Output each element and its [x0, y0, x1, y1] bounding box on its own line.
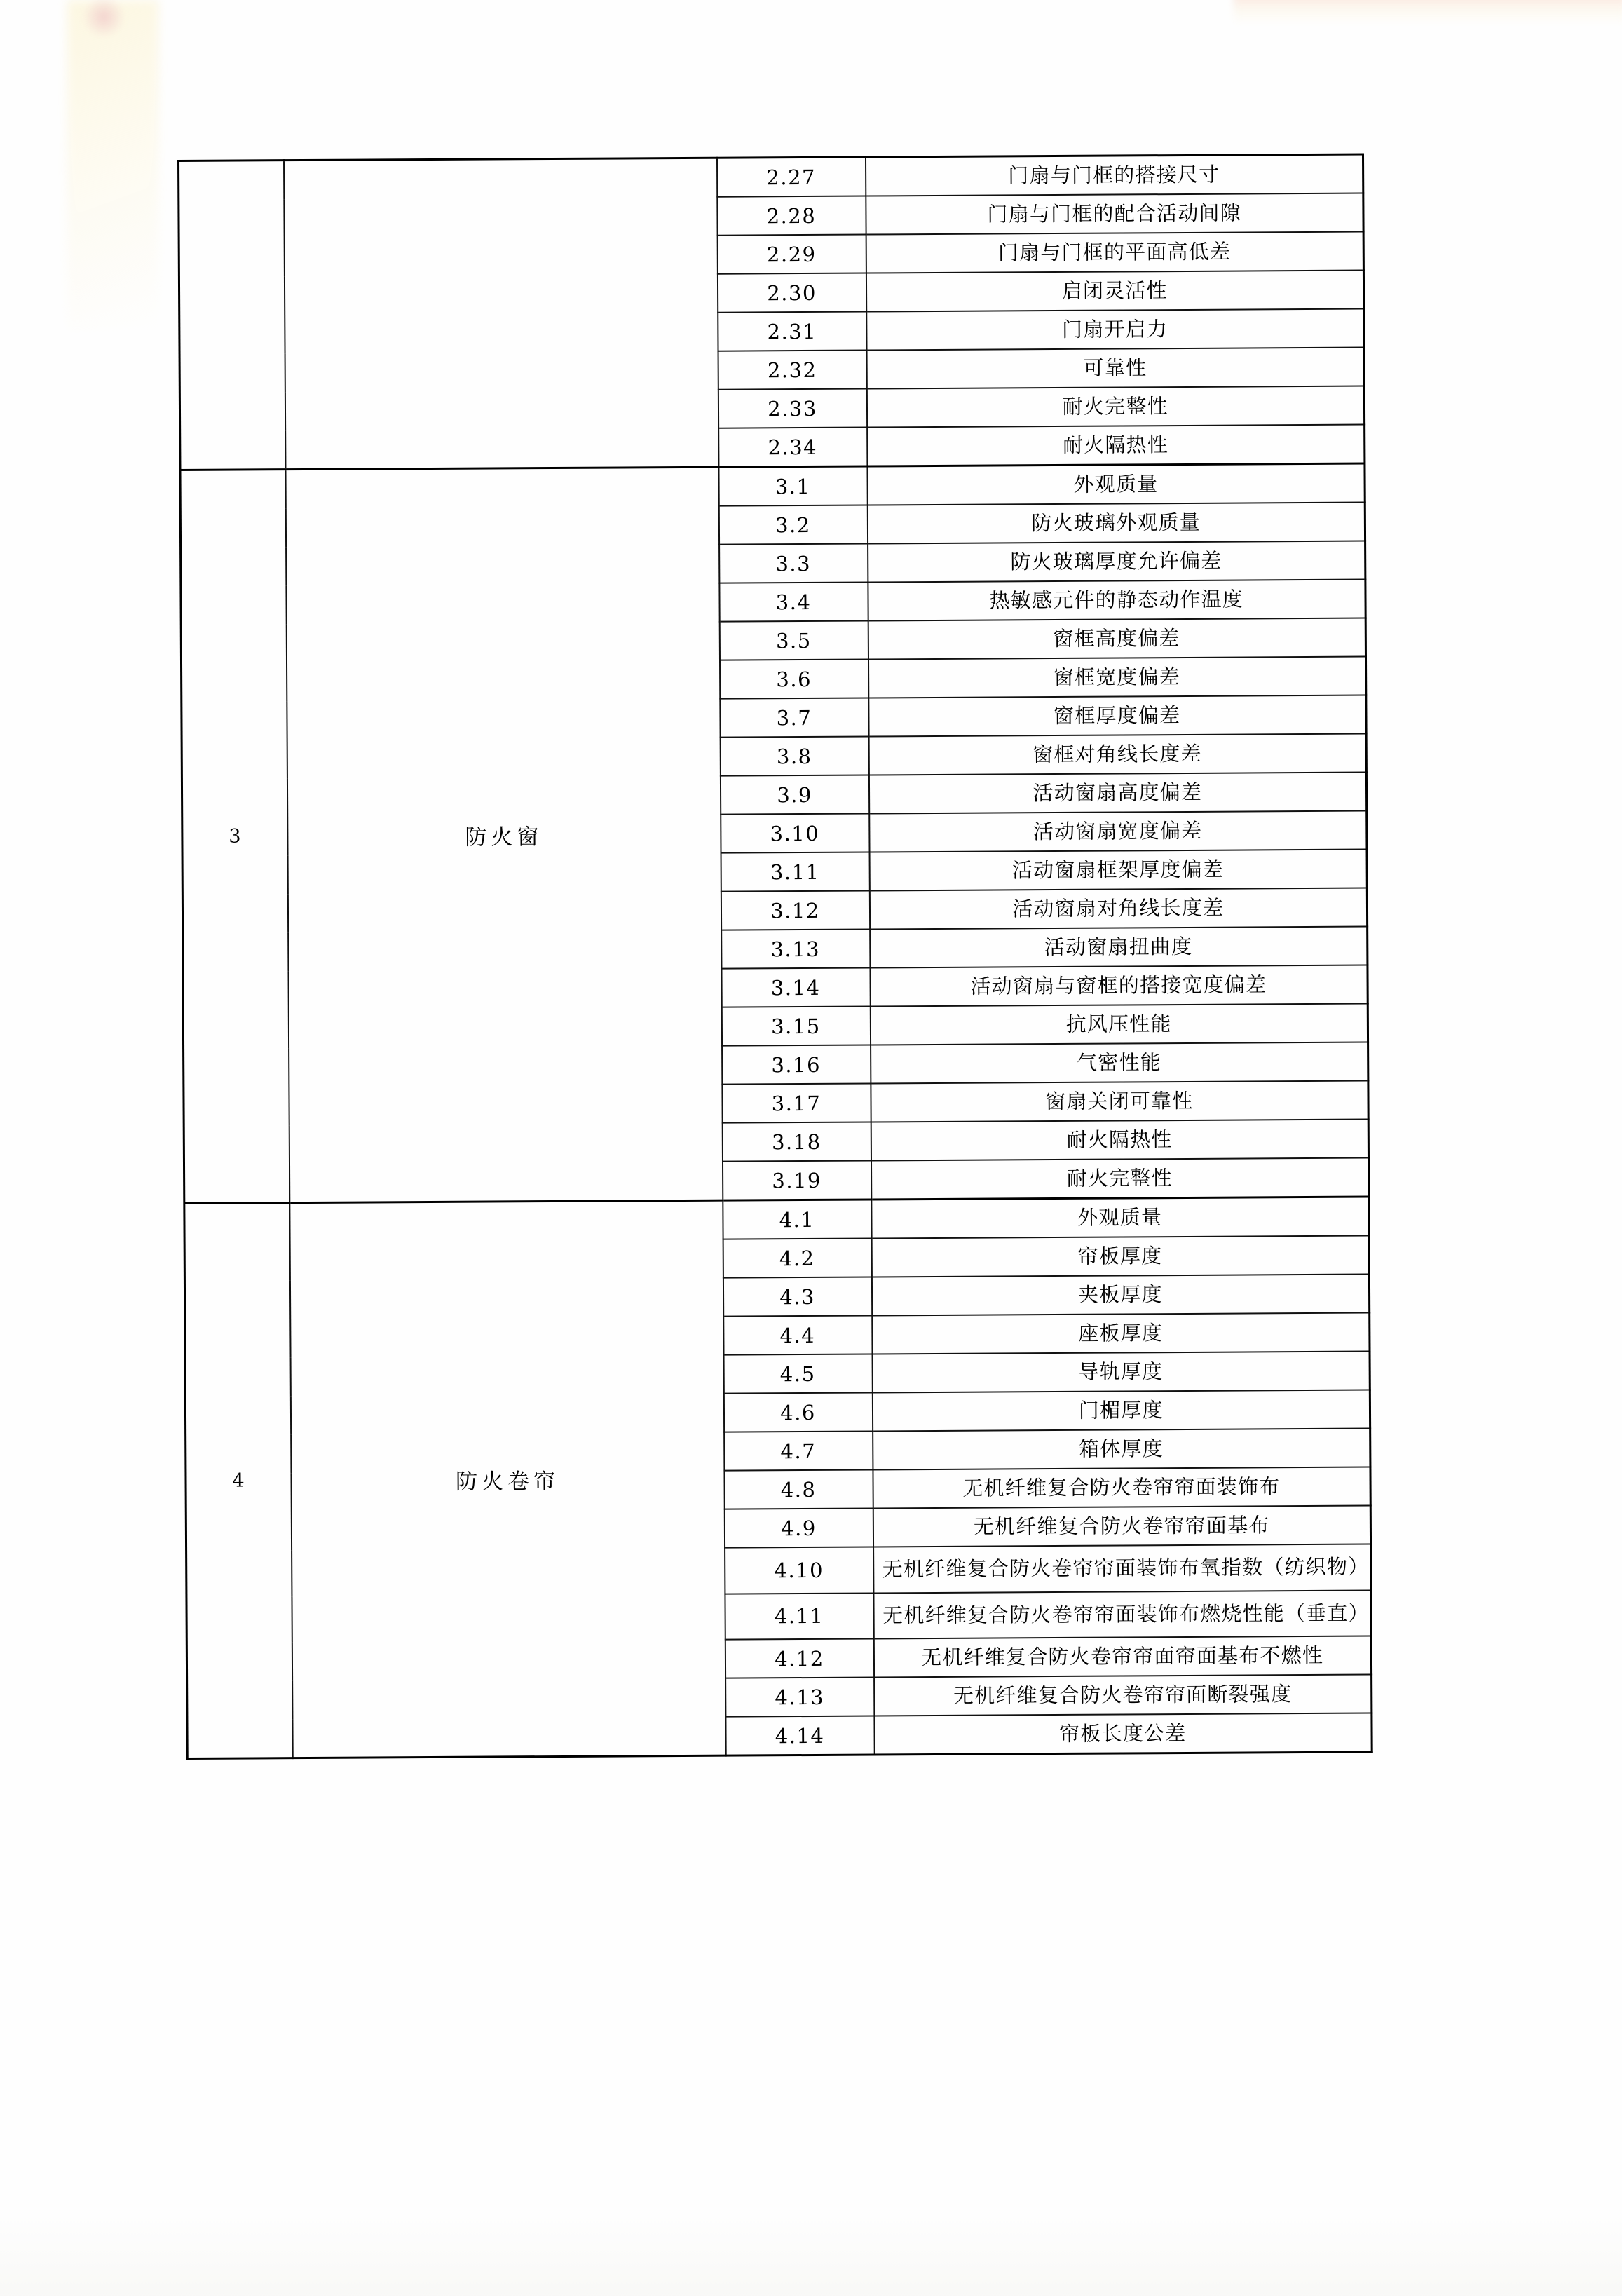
table-row [180, 463, 1365, 509]
item-name-cell: 耐火完整性 [871, 1158, 1368, 1200]
item-name-cell: 门扇与门框的搭接尺寸 [865, 154, 1363, 196]
item-name-cell: 外观质量 [867, 463, 1365, 505]
item-index-cell: 4.4 [723, 1315, 872, 1354]
item-index-cell: 2.32 [718, 351, 866, 390]
item-name-cell: 活动窗扇对角线长度差 [869, 888, 1367, 930]
scan-artifact-top-edge [1234, 0, 1622, 25]
item-name-cell: 防火玻璃外观质量 [867, 503, 1365, 544]
item-index-cell: 2.31 [718, 312, 866, 351]
item-name-cell: 无机纤维复合防火卷帘帘面装饰布燃烧性能（垂直） [873, 1590, 1371, 1638]
item-index-cell: 3.19 [722, 1160, 871, 1200]
item-index-cell: 3.12 [721, 891, 869, 930]
item-name-cell: 外观质量 [871, 1197, 1369, 1238]
item-index-cell: 3.8 [720, 737, 868, 776]
scan-artifact-bottom-edge [0, 2212, 1622, 2296]
item-name-cell: 防火玻璃厚度允许偏差 [868, 541, 1365, 583]
item-index-cell: 4.13 [725, 1677, 874, 1716]
item-index-cell: 3.9 [720, 775, 868, 815]
item-name-cell: 活动窗扇与窗框的搭接宽度偏差 [870, 965, 1368, 1007]
item-index-cell: 4.5 [723, 1354, 872, 1393]
item-name-cell: 活动窗扇宽度偏差 [869, 811, 1367, 852]
item-name-cell: 气密性能 [871, 1042, 1368, 1084]
inspection-item-table-wrapper [177, 154, 1371, 1760]
item-index-cell: 3.7 [720, 698, 868, 738]
item-index-cell: 3.17 [722, 1083, 871, 1122]
item-index-cell: 3.18 [722, 1122, 871, 1161]
item-name-cell: 门扇与门框的平面高低差 [866, 232, 1363, 273]
item-index-cell: 3.2 [718, 505, 867, 545]
item-index-cell: 3.3 [719, 544, 868, 583]
item-name-cell: 抗风压性能 [870, 1004, 1368, 1045]
item-index-cell: 4.10 [725, 1547, 873, 1594]
item-name-cell: 无机纤维复合防火卷帘帘面断裂强度 [874, 1675, 1372, 1716]
table-row [179, 154, 1363, 200]
item-name-cell: 耐火完整性 [866, 386, 1364, 428]
item-index-cell: 3.4 [719, 583, 868, 622]
item-name-cell: 箱体厚度 [873, 1429, 1370, 1470]
item-name-cell: 可靠性 [866, 348, 1364, 389]
item-name-cell: 座板厚度 [872, 1313, 1370, 1354]
category-name-cell: 防火卷帘 [289, 1200, 725, 1758]
item-index-cell: 4.2 [723, 1238, 871, 1277]
item-index-cell: 3.10 [721, 814, 869, 853]
item-index-cell: 2.34 [718, 428, 867, 468]
item-index-cell: 2.30 [717, 273, 866, 313]
item-index-cell: 4.7 [724, 1431, 873, 1470]
item-name-cell: 窗扇关闭可靠性 [871, 1081, 1368, 1122]
item-index-cell: 3.6 [719, 660, 868, 699]
item-index-cell: 4.1 [723, 1200, 871, 1239]
item-index-cell: 3.11 [721, 852, 869, 892]
item-name-cell: 无机纤维复合防火卷帘帘面帘面基布不燃性 [873, 1636, 1371, 1678]
item-name-cell: 门扇开启力 [866, 309, 1364, 351]
item-index-cell: 2.29 [717, 235, 866, 274]
item-name-cell: 耐火隔热性 [871, 1120, 1368, 1161]
item-name-cell: 窗框宽度偏差 [868, 657, 1365, 698]
item-index-cell: 4.12 [725, 1638, 873, 1678]
item-name-cell: 启闭灵活性 [866, 271, 1363, 312]
item-index-cell: 4.14 [725, 1716, 874, 1755]
category-number-cell [179, 161, 285, 470]
item-name-cell: 活动窗扇框架厚度偏差 [869, 850, 1367, 891]
table-body [179, 154, 1372, 1758]
item-name-cell: 门楣厚度 [872, 1390, 1370, 1432]
item-name-cell: 活动窗扇高度偏差 [868, 773, 1366, 814]
item-index-cell: 3.13 [721, 930, 870, 969]
item-name-cell: 窗框厚度偏差 [868, 695, 1366, 737]
table-row [184, 1197, 1369, 1242]
item-index-cell: 4.3 [723, 1277, 871, 1316]
item-index-cell: 3.16 [722, 1045, 871, 1084]
category-number-cell: 3 [180, 470, 289, 1204]
item-name-cell: 无机纤维复合防火卷帘帘面装饰布 [873, 1467, 1370, 1509]
item-index-cell: 2.28 [717, 196, 866, 236]
item-name-cell: 耐火隔热性 [867, 425, 1365, 466]
item-name-cell: 门扇与门框的配合活动间隙 [866, 193, 1363, 235]
item-index-cell: 4.8 [724, 1469, 873, 1509]
inspection-item-table [177, 154, 1373, 1760]
item-index-cell: 2.33 [718, 389, 866, 428]
item-name-cell: 帘板厚度 [871, 1236, 1369, 1277]
category-name-cell: 防火窗 [285, 467, 723, 1202]
item-name-cell: 夹板厚度 [871, 1275, 1369, 1316]
item-name-cell: 帘板长度公差 [874, 1713, 1372, 1755]
item-index-cell: 4.11 [725, 1593, 873, 1640]
category-number-cell: 4 [184, 1203, 292, 1759]
item-index-cell: 3.1 [718, 466, 867, 506]
item-name-cell: 窗框对角线长度差 [868, 734, 1366, 775]
item-name-cell: 导轨厚度 [872, 1352, 1370, 1393]
scan-artifact-left-spot [83, 0, 125, 38]
category-name-cell [284, 158, 718, 469]
item-index-cell: 3.5 [719, 621, 868, 660]
item-index-cell: 2.27 [716, 157, 865, 197]
item-name-cell: 无机纤维复合防火卷帘帘面基布 [873, 1506, 1370, 1547]
item-index-cell: 3.15 [721, 1006, 870, 1045]
item-index-cell: 3.14 [721, 968, 870, 1007]
item-index-cell: 4.9 [724, 1508, 873, 1547]
item-name-cell: 窗框高度偏差 [868, 618, 1365, 660]
scan-artifact-left-margin [67, 0, 158, 330]
item-index-cell: 4.6 [723, 1392, 872, 1432]
item-name-cell: 热敏感元件的静态动作温度 [868, 580, 1365, 621]
item-name-cell: 活动窗扇扭曲度 [870, 927, 1368, 968]
item-name-cell: 无机纤维复合防火卷帘帘面装饰布氧指数（纺织物） [873, 1544, 1371, 1593]
